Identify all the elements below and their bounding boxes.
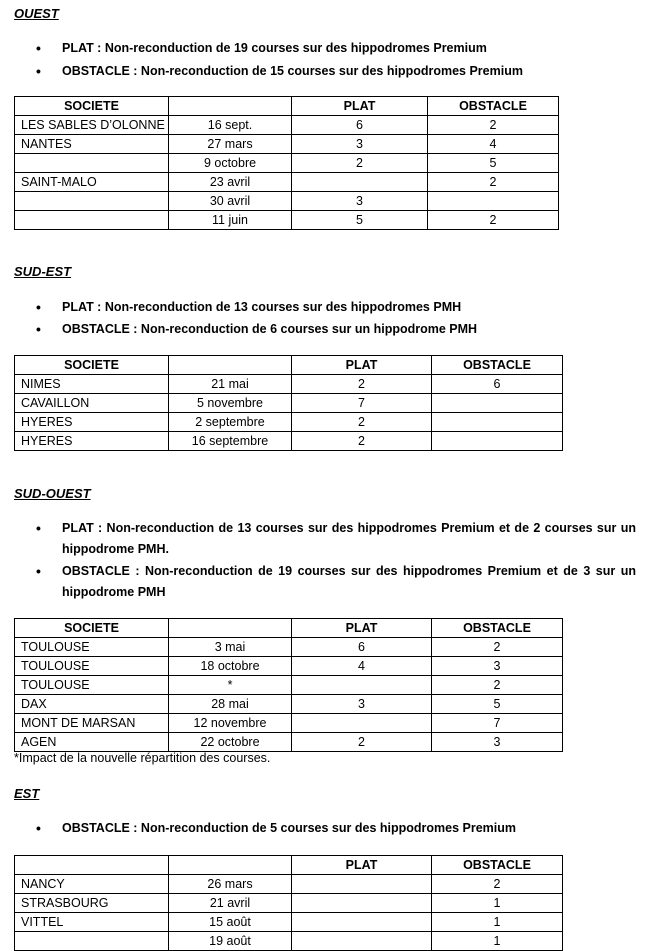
header-obstacle: OBSTACLE xyxy=(428,97,559,116)
cell-societe xyxy=(15,154,169,173)
header-societe: SOCIETE xyxy=(15,356,169,375)
cell-societe: AGEN xyxy=(15,733,169,752)
cell-societe: VITTEL xyxy=(15,913,169,932)
cell-societe: DAX xyxy=(15,695,169,714)
cell-societe: NIMES xyxy=(15,375,169,394)
bullet-est-obstacle: • OBSTACLE : Non-reconduction de 5 courses sur des hippodromes Premium xyxy=(36,818,636,839)
bullet-icon: • xyxy=(36,63,41,79)
header-plat: PLAT xyxy=(292,356,432,375)
cell-obstacle: 2 xyxy=(432,676,563,695)
cell-date: 26 mars xyxy=(169,875,292,894)
cell-obstacle: 4 xyxy=(428,135,559,154)
bullet-icon: • xyxy=(36,321,41,337)
table-row xyxy=(15,192,559,211)
table-header-row xyxy=(15,356,563,375)
cell-obstacle xyxy=(428,192,559,211)
cell-societe: TOULOUSE xyxy=(15,657,169,676)
cell-plat xyxy=(292,714,432,733)
cell-plat xyxy=(292,173,428,192)
table-row xyxy=(15,714,563,733)
bullet-icon: • xyxy=(36,563,41,579)
cell-date: 2 septembre xyxy=(169,413,292,432)
cell-obstacle: 3 xyxy=(432,657,563,676)
cell-plat xyxy=(292,894,432,913)
cell-obstacle: 3 xyxy=(432,733,563,752)
bullet-sud-est-obstacle: • OBSTACLE : Non-reconduction de 6 courses sur un hippodrome PMH xyxy=(36,319,636,340)
cell-plat: 2 xyxy=(292,375,432,394)
cell-plat: 2 xyxy=(292,154,428,173)
cell-date: 3 mai xyxy=(169,638,292,657)
table-header-row xyxy=(15,619,563,638)
cell-obstacle: 2 xyxy=(432,638,563,657)
table-row xyxy=(15,154,559,173)
cell-plat: 4 xyxy=(292,657,432,676)
cell-date: 19 août xyxy=(169,932,292,951)
header-obstacle: OBSTACLE xyxy=(432,619,563,638)
bullet-icon: • xyxy=(36,520,41,536)
cell-plat xyxy=(292,676,432,695)
cell-societe: SAINT-MALO xyxy=(15,173,169,192)
table-row xyxy=(15,173,559,192)
section-title-sud-est: SUD-EST xyxy=(14,264,72,279)
cell-obstacle: 1 xyxy=(432,913,563,932)
cell-date: 21 mai xyxy=(169,375,292,394)
cell-plat: 2 xyxy=(292,413,432,432)
cell-date: 12 novembre xyxy=(169,714,292,733)
table-sud-est xyxy=(14,355,563,451)
table-header-row xyxy=(15,97,559,116)
bullet-ouest-obstacle: • OBSTACLE : Non-reconduction de 15 courses sur des hippodromes Premium xyxy=(36,61,636,82)
header-date xyxy=(169,97,292,116)
header-plat: PLAT xyxy=(292,97,428,116)
header-obstacle: OBSTACLE xyxy=(432,856,563,875)
cell-plat xyxy=(292,913,432,932)
cell-obstacle xyxy=(432,394,563,413)
table-row xyxy=(15,894,563,913)
cell-plat: 7 xyxy=(292,394,432,413)
header-plat: PLAT xyxy=(292,856,432,875)
section-title-sud-ouest: SUD-OUEST xyxy=(14,486,91,501)
footnote: *Impact de la nouvelle répartition des courses. xyxy=(14,751,271,765)
cell-societe: CAVAILLON xyxy=(15,394,169,413)
cell-date: 9 octobre xyxy=(169,154,292,173)
table-ouest xyxy=(14,96,559,230)
cell-plat: 2 xyxy=(292,733,432,752)
header-societe: SOCIETE xyxy=(15,619,169,638)
cell-date: 27 mars xyxy=(169,135,292,154)
cell-obstacle xyxy=(432,432,563,451)
cell-societe xyxy=(15,192,169,211)
cell-societe xyxy=(15,932,169,951)
table-est xyxy=(14,855,563,951)
table-sud-ouest xyxy=(14,618,563,752)
table-row xyxy=(15,135,559,154)
header-date xyxy=(169,856,292,875)
table-row xyxy=(15,733,563,752)
cell-societe: TOULOUSE xyxy=(15,676,169,695)
cell-date: 5 novembre xyxy=(169,394,292,413)
bullet-ouest-plat: • PLAT : Non-reconduction de 19 courses sur des hippodromes Premium xyxy=(36,38,636,59)
bullet-icon: • xyxy=(36,40,41,56)
header-societe: SOCIETE xyxy=(15,97,169,116)
table-row xyxy=(15,432,563,451)
cell-date: * xyxy=(169,676,292,695)
cell-obstacle xyxy=(432,413,563,432)
table-row xyxy=(15,913,563,932)
cell-societe: MONT DE MARSAN xyxy=(15,714,169,733)
cell-obstacle: 2 xyxy=(428,211,559,230)
cell-date: 16 septembre xyxy=(169,432,292,451)
cell-plat: 5 xyxy=(292,211,428,230)
cell-obstacle: 7 xyxy=(432,714,563,733)
bullet-sud-ouest-plat: • PLAT : Non-reconduction de 13 courses sur des hippodromes Premium et de 2 courses sur un hippodrome PMH. xyxy=(36,520,636,556)
cell-plat: 3 xyxy=(292,192,428,211)
cell-date: 21 avril xyxy=(169,894,292,913)
bullet-icon: • xyxy=(36,299,41,315)
cell-date: 28 mai xyxy=(169,695,292,714)
cell-obstacle: 1 xyxy=(432,894,563,913)
cell-date: 23 avril xyxy=(169,173,292,192)
cell-obstacle: 2 xyxy=(432,875,563,894)
cell-plat: 6 xyxy=(292,638,432,657)
cell-plat: 3 xyxy=(292,695,432,714)
cell-societe: NANTES xyxy=(15,135,169,154)
cell-obstacle: 2 xyxy=(428,173,559,192)
header-date xyxy=(169,619,292,638)
table-row xyxy=(15,676,563,695)
table-header-row xyxy=(15,856,563,875)
cell-societe: STRASBOURG xyxy=(15,894,169,913)
cell-date: 11 juin xyxy=(169,211,292,230)
cell-plat: 2 xyxy=(292,432,432,451)
cell-societe: NANCY xyxy=(15,875,169,894)
table-row xyxy=(15,413,563,432)
cell-societe: LES SABLES D’OLONNE xyxy=(15,116,169,135)
cell-societe xyxy=(15,211,169,230)
table-row xyxy=(15,695,563,714)
cell-date: 15 août xyxy=(169,913,292,932)
table-row xyxy=(15,394,563,413)
cell-obstacle: 5 xyxy=(428,154,559,173)
header-plat: PLAT xyxy=(292,619,432,638)
table-row xyxy=(15,375,563,394)
header-societe xyxy=(15,856,169,875)
cell-obstacle: 1 xyxy=(432,932,563,951)
bullet-sud-est-plat: • PLAT : Non-reconduction de 13 courses sur des hippodromes PMH xyxy=(36,297,636,318)
bullet-icon: • xyxy=(36,820,41,836)
cell-obstacle: 6 xyxy=(432,375,563,394)
cell-societe: HYERES xyxy=(15,413,169,432)
header-date xyxy=(169,356,292,375)
header-obstacle: OBSTACLE xyxy=(432,356,563,375)
section-title-ouest: OUEST xyxy=(14,6,59,21)
table-row xyxy=(15,875,563,894)
cell-societe: HYERES xyxy=(15,432,169,451)
cell-societe: TOULOUSE xyxy=(15,638,169,657)
cell-date: 30 avril xyxy=(169,192,292,211)
cell-plat xyxy=(292,875,432,894)
bullet-sud-ouest-obstacle: • OBSTACLE : Non-reconduction de 19 courses sur des hippodromes Premium et de 3 sur un hippodrome PMH xyxy=(36,563,636,599)
cell-obstacle: 2 xyxy=(428,116,559,135)
cell-plat xyxy=(292,932,432,951)
cell-obstacle: 5 xyxy=(432,695,563,714)
table-row xyxy=(15,932,563,951)
cell-plat: 6 xyxy=(292,116,428,135)
table-row xyxy=(15,638,563,657)
cell-date: 16 sept. xyxy=(169,116,292,135)
cell-date: 18 octobre xyxy=(169,657,292,676)
cell-plat: 3 xyxy=(292,135,428,154)
table-row xyxy=(15,657,563,676)
table-row xyxy=(15,211,559,230)
section-title-est: EST xyxy=(14,786,40,801)
table-row xyxy=(15,116,559,135)
cell-date: 22 octobre xyxy=(169,733,292,752)
